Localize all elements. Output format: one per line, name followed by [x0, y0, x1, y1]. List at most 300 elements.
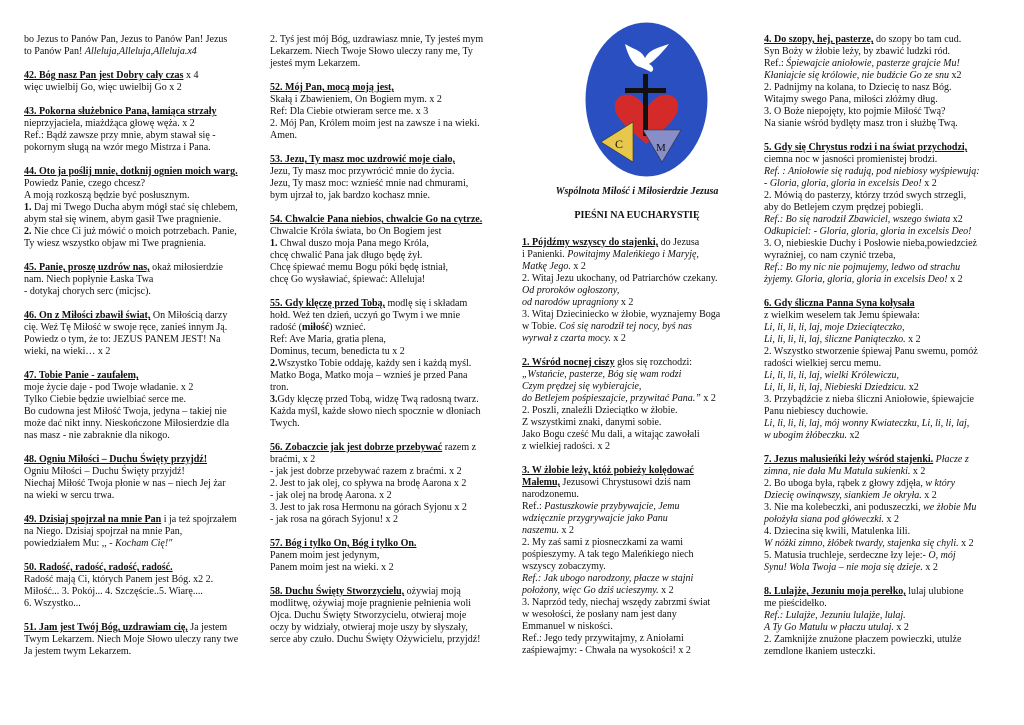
song-title: 48. Ogniu Miłości – Duchu Święty przyjdź! — [24, 454, 208, 465]
lyric-line — [270, 550, 506, 562]
lyric-text: x 2 — [905, 334, 921, 345]
song-heading — [522, 357, 752, 369]
lyric-line — [270, 562, 506, 574]
lyric-line — [24, 646, 256, 658]
song-block — [764, 34, 1004, 130]
song-title-tail: głos się rozchodzi: — [614, 357, 693, 368]
lyric-line — [764, 418, 1004, 430]
lyric-text: Ref.: — [522, 501, 545, 512]
lyric-line — [522, 573, 752, 585]
verse-number: 1. — [270, 238, 278, 249]
lyric-line — [270, 190, 506, 202]
song-title-tail: ożywiaj moją — [404, 586, 461, 597]
lyric-line — [24, 406, 256, 418]
lyric-text: Matko Boga, Matko moja – wznieś je przed Pana — [270, 370, 468, 381]
lyric-line — [270, 394, 506, 406]
lyric-italic: wyrwał z czarta mocy. — [522, 333, 611, 344]
lyric-line — [270, 610, 506, 622]
lyric-line — [270, 310, 506, 322]
lyric-line — [764, 322, 1004, 334]
verse-number: 2. — [270, 358, 278, 369]
song-heading — [270, 442, 506, 454]
lyric-line — [764, 58, 1004, 70]
lyric-text: Witajmy swego Pana, miłości złóżmy dług. — [764, 94, 938, 105]
lyric-line — [764, 82, 1004, 94]
lyric-line — [522, 633, 752, 645]
lyric-text: nieprzyjaciela, miażdżąca głowę węża. x 2 — [24, 118, 195, 129]
lyric-line — [522, 501, 752, 513]
community-logo — [585, 22, 708, 177]
lyric-text: narodzonemu. — [522, 489, 579, 500]
lyric-italic: Alleluja,Alleluja,Alleluja.x4 — [84, 46, 197, 57]
cross-front — [643, 74, 648, 136]
lyric-line — [522, 393, 752, 405]
lyric-text: jesteś mym Lekarzem. — [270, 58, 361, 69]
logo-letter-c: C — [615, 137, 624, 151]
lyric-line — [270, 370, 506, 382]
song-title-tail: Płacze z — [933, 454, 969, 465]
lyric-text: Powiedz o tym, że to: JEZUS PANEM JEST! Na — [24, 334, 221, 345]
verse-number: 1. — [24, 202, 32, 213]
lyric-line — [24, 346, 256, 358]
lyric-line — [522, 537, 752, 549]
lyric-line — [270, 634, 506, 646]
lyric-text: 2. Mój Pan, Królem moim jest na zawsze i na wieki. — [270, 118, 480, 129]
lyric-line — [764, 502, 1004, 514]
lyric-line — [24, 574, 256, 586]
lyric-line — [270, 178, 506, 190]
lyric-line — [522, 369, 752, 381]
lyric-italic: Li, li, li, li, laj, moje Dzieciąteczko, — [764, 322, 905, 333]
lyric-line — [522, 525, 752, 537]
lyric-text: więc uwielbij Go, więc uwielbij Go x 2 — [24, 82, 182, 93]
lyric-line — [24, 538, 256, 550]
lyric-text: Radość mają Ci, których Panem jest Bóg. x2 2. — [24, 574, 214, 585]
title-continuation: Małemu, — [522, 477, 561, 488]
lyric-line — [270, 94, 506, 106]
lyric-line — [522, 309, 752, 321]
lyric-line — [764, 346, 1004, 358]
lyric-line — [522, 261, 752, 273]
lyric-line — [522, 405, 752, 417]
lyric-line — [764, 382, 1004, 394]
lyric-line — [764, 598, 1004, 610]
lyric-line — [764, 430, 1004, 442]
lyric-text: wieki, na wieki… x 2 — [24, 346, 111, 357]
song-title-tail: lulaj ulubione — [905, 586, 964, 597]
verse-number: 2. — [24, 226, 32, 237]
song-block — [270, 82, 506, 142]
song-title: 49. Dzisiaj spojrzał na mnie Pan — [24, 514, 162, 525]
lyric-line — [24, 586, 256, 598]
lyric-text: 3. Nie ma kolebeczki, ani poduszeczki, — [764, 502, 924, 513]
song-block — [270, 34, 506, 70]
lyric-line — [24, 478, 256, 490]
lyric-text: 2. Poszli, znaleźli Dzieciątko w żłobie. — [522, 405, 678, 416]
lyric-text: to Panów Pan! — [24, 46, 85, 57]
song-block — [24, 34, 256, 58]
song-block — [270, 538, 506, 574]
song-heading — [764, 298, 1004, 310]
lyric-text: hołd. Weź ten dzień, uczyń go Twym i we mnie — [270, 310, 461, 321]
song-title: 7. Jezus malusieńki leży wśród stajenki. — [764, 454, 934, 465]
lyric-line — [270, 358, 506, 370]
lyric-text: Ref.: Jego tedy przywitajmy, z Aniołami — [522, 633, 684, 644]
lyric-text: Ja jestem twym Lekarzem. — [24, 646, 132, 657]
logo-letter-m: M — [656, 142, 666, 154]
lyric-italic: położony, więc Go dziś ucieszymy. — [522, 585, 659, 596]
lyric-text: Daj mi Twego Ducha abym mógł stać się chlebem, — [31, 202, 238, 213]
lyric-italic: do Betlejem pośpieszajcie, przywitać Pana.” — [522, 393, 701, 404]
lyric-italic: W nóżki zimno, żłóbek twardy, stajenka się chyli. — [764, 538, 959, 549]
lyric-italic: w ubogim żłóbeczku. — [764, 430, 848, 441]
song-title-tail: Powiedz Panie, czego chcesz? — [24, 178, 146, 189]
community-name: Wspólnota Miłość i Miłosierdzie Jezusa — [555, 186, 719, 197]
lyric-line — [24, 226, 256, 238]
lyric-text: 5. Matusia truchleje, serdeczne łzy leje:- — [764, 550, 929, 561]
lyric-line — [764, 634, 1004, 646]
lyric-line — [270, 238, 506, 250]
lyric-line — [764, 622, 1004, 634]
song-title: 56. Zobaczcie jak jest dobrze przebywać — [270, 442, 443, 453]
lyric-line — [24, 334, 256, 346]
lyric-line — [270, 34, 506, 46]
lyric-text: x 2 — [570, 261, 586, 272]
song-heading — [270, 82, 506, 94]
lyric-line — [764, 202, 1004, 214]
lyric-line — [24, 82, 256, 94]
lyric-text: Ref: Ave Maria, gratia plena, — [270, 334, 386, 345]
lyric-text: x 2 — [921, 178, 937, 189]
lyric-line — [24, 46, 256, 58]
lyric-text: 3. O Boże niepojęty, kto pojmie Miłość Twą? — [764, 106, 946, 117]
song-block — [522, 357, 752, 453]
lyric-line — [764, 394, 1004, 406]
lyric-italic: położyła siana pod główeczki. — [764, 514, 884, 525]
lyric-text: wyraźniej, co nam czynić trzeba, — [764, 250, 896, 261]
lyric-line — [764, 358, 1004, 370]
lyric-text: 2. Tyś jest mój Bóg, uzdrawiasz mnie, Ty jesteś mym — [270, 34, 484, 45]
lyric-line — [24, 634, 256, 646]
lyric-text: Chwal duszo moja Pana mego Króla, — [277, 238, 429, 249]
lyric-line — [764, 646, 1004, 658]
lyric-text: cię. Weź Tę Miłość w swoje ręce, zanieś innym Ją. — [24, 322, 228, 333]
song-block — [24, 310, 256, 358]
verse-number: 3. — [270, 394, 278, 405]
lyric-italic: Coś się narodził tej nocy, byś nas — [559, 321, 692, 332]
song-title: 42. Bóg nasz Pan jest Dobry cały czas — [24, 70, 184, 81]
lyric-italic: od narodów upragniony — [522, 297, 619, 308]
lyric-line — [24, 466, 256, 478]
lyric-line — [522, 297, 752, 309]
lyric-line — [522, 321, 752, 333]
song-title: 44. Oto ja poślij mnie, dotknij ognien moich warg. — [24, 166, 238, 177]
song-block — [270, 298, 506, 430]
song-title: 54. Chwalcie Pana niebios, chwalcie Go na cytrze. — [270, 214, 483, 225]
lyric-italic: O, mój — [928, 550, 956, 561]
lyric-text: Panem moim jest jedynym, — [270, 550, 380, 561]
song-block — [270, 154, 506, 202]
lyric-italic: Li, li, li, li, laj, mój wonny Kwiateczku, Li, li, li, laj, — [764, 418, 970, 429]
lyric-text: 3. Witaj Dzieciniecko w żłobie, wyznajemy Boga — [522, 309, 721, 320]
column-4 — [764, 34, 1004, 670]
lyric-line — [764, 262, 1004, 274]
song-title-tail: razem z — [442, 442, 477, 453]
lyric-text: Ref: Dla Ciebie otwieram serce me. x 3 — [270, 106, 429, 117]
song-heading — [270, 586, 506, 598]
lyric-text: 4. Dziecina się kwili, Matulenka lili. — [764, 526, 911, 537]
song-title-tail: Ja jestem — [187, 622, 228, 633]
lyric-line — [24, 274, 256, 286]
lyric-line — [270, 466, 506, 478]
lyric-text: Chcę śpiewać memu Bogu póki będę istniał, — [270, 262, 449, 273]
lyric-line — [270, 598, 506, 610]
lyric-text: 2. Zamknijże znużone płaczem powieczki, utulże — [764, 634, 962, 645]
lyric-text: abym stał się winem, abym gasił Twe pragnienie. — [24, 214, 222, 225]
lyric-text: x 2 — [947, 274, 963, 285]
song-heading — [24, 70, 256, 82]
lyric-text: Ogniu Miłości – Duchu Święty przyjdź! — [24, 466, 185, 477]
lyric-line — [24, 202, 256, 214]
lyric-italic: Li, li, li, li, laj, Niebieski Dziedzicu. — [764, 382, 907, 393]
lyric-text: pośpieszymy. A tak tego Maleńkiego niech — [522, 549, 694, 560]
lyric-line — [764, 178, 1004, 190]
lyric-line — [270, 490, 506, 502]
page-title: PIEŚNI NA EUCHARYSTIĘ — [574, 210, 700, 221]
lyric-line — [24, 322, 256, 334]
lyric-text: pokornym sługą na wzór mego Mistrza i Pana. — [24, 142, 211, 153]
song-title: 8. Lulajże, Jezuniu moja perełko, — [764, 586, 906, 597]
song-title: 57. Bóg i tylko On, Bóg i tylko On. — [270, 538, 417, 549]
lyric-line — [764, 538, 1004, 550]
lyric-line — [522, 621, 752, 633]
song-title: 1. Pójdźmy wszyscy do stajenki, — [522, 237, 659, 248]
lyric-line — [24, 430, 256, 442]
lyric-line — [522, 477, 752, 489]
lyric-text: - jak jest dobrze przebywać razem z braćmi. x 2 — [270, 466, 462, 477]
lyric-line — [522, 249, 752, 261]
lyric-line — [764, 478, 1004, 490]
lyric-text: nas masz - nie zabraknie dla nikogo. — [24, 430, 170, 441]
lyric-text: Z wszystkimi znaki, danymi sobie. — [522, 417, 662, 428]
lyric-line — [24, 286, 256, 298]
lyric-text: 3. Jest to jak rosa Hermonu na górach Syjonu x 2 — [270, 502, 467, 513]
lyric-text: w wesołości, że posłany nam jest dany — [522, 609, 677, 620]
lyric-text: Ty wiesz wszystko objaw mi Twe pragnienia. — [24, 238, 206, 249]
lyric-text: oczy by widziały, otwieraj moje uszy by słyszały, — [270, 622, 468, 633]
lyric-line — [270, 250, 506, 262]
lyric-italic: Śpiewajcie aniołowie, pasterze grajcie Mu! — [786, 58, 960, 69]
song-title-tail: i ja też spojrzałem — [161, 514, 237, 525]
song-title: 52. Mój Pan, mocą moją jest, — [270, 82, 394, 93]
lyric-text: Miłość... 3. Pokój... 4. Szczęście..5. Wiarę.... — [24, 586, 203, 597]
lyric-line — [270, 478, 506, 490]
lyric-text: 3. Naprzód tedy, niechaj wszędy zabrzmi świat — [522, 597, 711, 608]
song-title: 46. On z Miłości zbawił świat, — [24, 310, 151, 321]
lyric-text: x 2 — [610, 333, 626, 344]
song-heading — [522, 465, 752, 477]
lyric-text: - dotykaj chorych serc (micjsc). — [24, 286, 151, 297]
lyric-text: chcę Go wysławiać, śpiewać: Alleluja! — [270, 274, 426, 285]
lyric-text: Na sianie wśród bydlęty masz tron i służbę Twą. — [764, 118, 958, 129]
lyric-line — [270, 322, 506, 334]
lyric-text: - jak olej na brodę Aarona. x 2 — [270, 490, 392, 501]
song-block — [24, 622, 256, 658]
song-heading — [270, 298, 506, 310]
lyric-text: Emmanuel w niskości. — [522, 621, 613, 632]
song-heading — [764, 454, 1004, 466]
song-block — [270, 442, 506, 526]
lyric-text: Bo cudowna jest Miłość Twoja, jedyna – takiej nie — [24, 406, 227, 417]
lyric-italic: „Wstańcie, pasterze, Bóg się wam rodzi — [522, 369, 682, 380]
song-title-tail: do szopy bo tam cud. — [873, 34, 962, 45]
lyric-italic: Ref.: Bo my nic nie pojmujemy, ledwo od strachu — [764, 262, 961, 273]
lyric-text: x2 — [950, 214, 963, 225]
lyric-line — [764, 610, 1004, 622]
lyric-text: serce aby czuło. Duchu Święty Ożywicielu, przyjdź! — [270, 634, 481, 645]
lyric-text: wszyscy zobaczymy. — [522, 561, 606, 572]
lyric-line — [24, 418, 256, 430]
column-1 — [24, 34, 256, 670]
lyric-italic: Ref.: Bo się narodził Zbawiciel, wszego świata — [764, 214, 951, 225]
song-block — [270, 214, 506, 286]
lyric-line — [270, 454, 506, 466]
lyric-text: może dać nikt inny. Nieskończone Miłosierdzie dla — [24, 418, 230, 429]
lyric-italic: Li, li, li, li, laj, wielki Królewiczu, — [764, 370, 900, 381]
lyric-italic: - Kocham Cię!" — [109, 538, 173, 549]
lyric-line — [764, 526, 1004, 538]
song-heading — [270, 538, 506, 550]
song-heading — [24, 454, 256, 466]
song-heading — [764, 586, 1004, 598]
lyric-line — [270, 226, 506, 238]
lyric-line — [522, 429, 752, 441]
lyric-text: x 2 — [922, 562, 938, 573]
song-heading — [270, 154, 506, 166]
lyric-line — [270, 166, 506, 178]
lyric-text: Gdy klęczę przed Tobą, widzę Twą radosną twarz. — [277, 394, 479, 405]
song-block — [24, 262, 256, 298]
lyric-line — [270, 406, 506, 418]
lyric-line — [270, 274, 506, 286]
lyric-italic: Synu! Wola Twoja – nie moja się dzieje. — [764, 562, 923, 573]
lyric-text: ciemna noc w jasności promienistej brodzi. — [764, 154, 938, 165]
song-block — [24, 166, 256, 250]
lyric-text: x2 — [948, 70, 962, 81]
song-block — [764, 298, 1004, 442]
song-block — [764, 586, 1004, 658]
lyric-line — [764, 562, 1004, 574]
lyric-line — [522, 549, 752, 561]
song-block — [24, 370, 256, 442]
lyric-italic: Dziecię owinąwszy, siankiem Je okryła. — [764, 490, 922, 501]
lyric-line — [764, 310, 1004, 322]
lyric-text: Syn Boży w żłobie leży, by zbawić ludzki ród. — [764, 46, 950, 57]
lyric-italic: naszemu. — [522, 525, 559, 536]
lyric-text: x 2 — [921, 490, 937, 501]
song-block — [522, 237, 752, 345]
lyric-italic: we żłobie Mu — [923, 502, 977, 513]
lyric-line — [522, 273, 752, 285]
song-title-tail: x 4 — [183, 70, 199, 81]
lyric-italic: Ref.: Jak ubogo narodzony, płacze w stajni — [522, 573, 694, 584]
lyric-line — [24, 238, 256, 250]
lyric-line — [270, 46, 506, 58]
lyric-line — [522, 489, 752, 501]
lyric-text: bym ujrzał to, jak bardzo kochasz mnie. — [270, 190, 430, 201]
song-title-tail: okaż miłosierdzie — [149, 262, 223, 273]
lyric-text: Ojca. Duchu Święty Stworzycielu, otwieraj moje — [270, 610, 467, 621]
song-title: 51. Jam jest Twój Bóg, uzdrawiam cię, — [24, 622, 188, 633]
lyric-text: x 2 — [910, 466, 926, 477]
lyric-text: Lekarzem. Niech Twoje Słowo uleczy rany me, Ty — [270, 46, 473, 57]
lyric-line — [764, 334, 1004, 346]
lyric-text: Twym Lekarzem. Niech Moje Słowo uleczy rany twe — [24, 634, 239, 645]
lyric-line — [24, 490, 256, 502]
song-block — [270, 586, 506, 646]
lyric-text: x 2 — [893, 622, 909, 633]
lyric-italic: wdzięcznie przygrywajcie jako Panu — [522, 513, 668, 524]
lyric-text: modlitwę, ożywiaj moje pragnienie pełnienia woli — [270, 598, 472, 609]
lyric-italic: żyjemy. Gloria, gloria, gloria in excelsis Deo! — [764, 274, 948, 285]
lyric-text: x 2 — [884, 514, 899, 525]
lyric-line — [522, 381, 752, 393]
lyric-line — [24, 394, 256, 406]
lyric-text: 2. My zaś sami z piosneczkami za wami — [522, 537, 684, 548]
lyric-text: w Tobie. — [522, 321, 560, 332]
lyric-text: radości wielkiej sercu memu. — [764, 358, 882, 369]
lyric-text: braćmi, x 2 — [270, 454, 316, 465]
song-heading — [24, 106, 256, 118]
song-block — [764, 454, 1004, 574]
lyric-line — [270, 334, 506, 346]
lyric-line — [24, 130, 256, 142]
lyric-line — [24, 214, 256, 226]
lyric-text: 3. Przybądźcie z nieba śliczni Aniołowie, śpiewajcie — [764, 394, 974, 405]
song-block — [522, 465, 752, 657]
song-heading — [24, 622, 256, 634]
lyric-line — [764, 490, 1004, 502]
lyric-line — [270, 58, 506, 70]
lyric-text: x2 — [906, 382, 919, 393]
lyric-italic: Powitajmy Maleńkiego i Maryję, — [567, 249, 699, 260]
lyric-text: Jezu, Ty masz moc: wznieść mnie nad chmurami, — [270, 178, 469, 189]
lyric-text: x2 — [847, 430, 860, 441]
lyric-text: x 2 — [558, 525, 574, 536]
lyric-italic: Pastuszkowie przybywajcie, Jemu — [544, 501, 680, 512]
lyric-line — [270, 622, 506, 634]
lyric-line — [764, 514, 1004, 526]
lyric-text: 2. Padnijmy na kolana, to Dziecię to nasz Bóg. — [764, 82, 952, 93]
lyric-text: Skałą i Zbawieniem, On Bogiem mym. x 2 — [270, 94, 442, 105]
lyric-line — [522, 609, 752, 621]
lyric-text: 2. Jest to jak olej, co spływa na brodę Aarona x 2 — [270, 478, 467, 489]
song-block — [24, 562, 256, 610]
song-heading — [24, 262, 256, 274]
lyric-italic: w który — [925, 478, 956, 489]
lyric-text: x 2 — [700, 393, 716, 404]
song-heading — [24, 514, 256, 526]
song-block — [24, 454, 256, 502]
lyric-text: Twych. — [270, 418, 300, 429]
lyric-text: zemdlone łkaniem usteczki. — [764, 646, 876, 657]
song-block — [764, 142, 1004, 286]
lyric-line — [764, 214, 1004, 226]
lyric-line — [764, 238, 1004, 250]
lyric-line — [270, 118, 506, 130]
lyric-italic: Kłaniajcie się królowie, nie budźcie Go ze snu — [764, 70, 949, 81]
lyric-text: 2. Witaj Jezu ukochany, od Patriarchów czekany. — [522, 273, 718, 284]
